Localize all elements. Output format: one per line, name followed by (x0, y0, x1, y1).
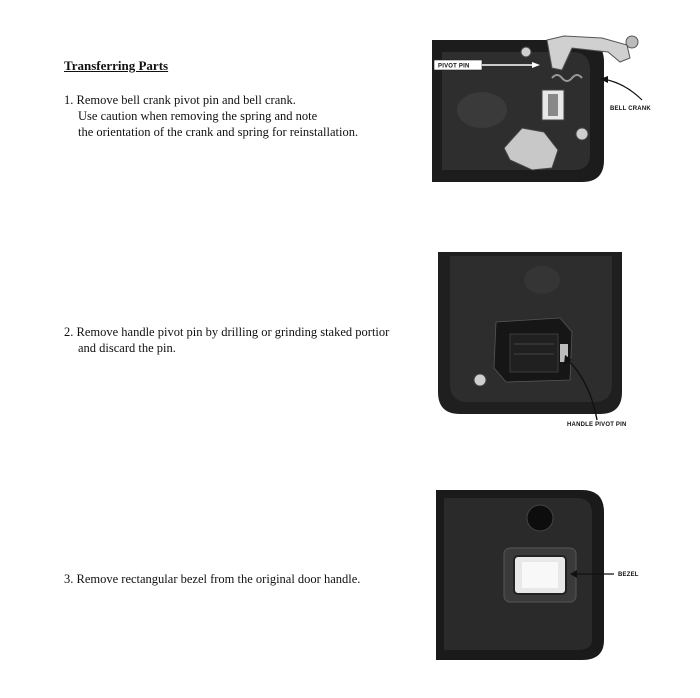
pivot-pin-callout: PIVOT PIN (438, 63, 470, 70)
step-3-line-1: 3. Remove rectangular bezel from the original door handle. (64, 572, 361, 586)
step-1 (64, 92, 358, 140)
section-heading: Transferring Parts (64, 58, 169, 73)
step-2-line-2: and discard the pin. (78, 341, 176, 355)
step-1-line-2: Use caution when removing the spring and note (78, 109, 318, 123)
step-1-line-1: 1. Remove bell crank pivot pin and bell crank. (64, 93, 296, 107)
bell-crank-photo (432, 30, 670, 192)
bezel-photo (432, 490, 670, 662)
bezel-callout: BEZEL (618, 572, 639, 578)
step-2 (64, 324, 389, 356)
bell-crank-callout: BELL CRANK (610, 106, 651, 112)
step-3 (64, 571, 360, 587)
step-1-line-3: the orientation of the crank and spring for reinstallation. (78, 125, 359, 139)
handle-pivot-pin-photo (432, 252, 670, 434)
step-2-line-1: 2. Remove handle pivot pin by drilling or grinding staked portior (64, 325, 390, 339)
handle-pivot-pin-callout: HANDLE PIVOT PIN (567, 422, 627, 428)
